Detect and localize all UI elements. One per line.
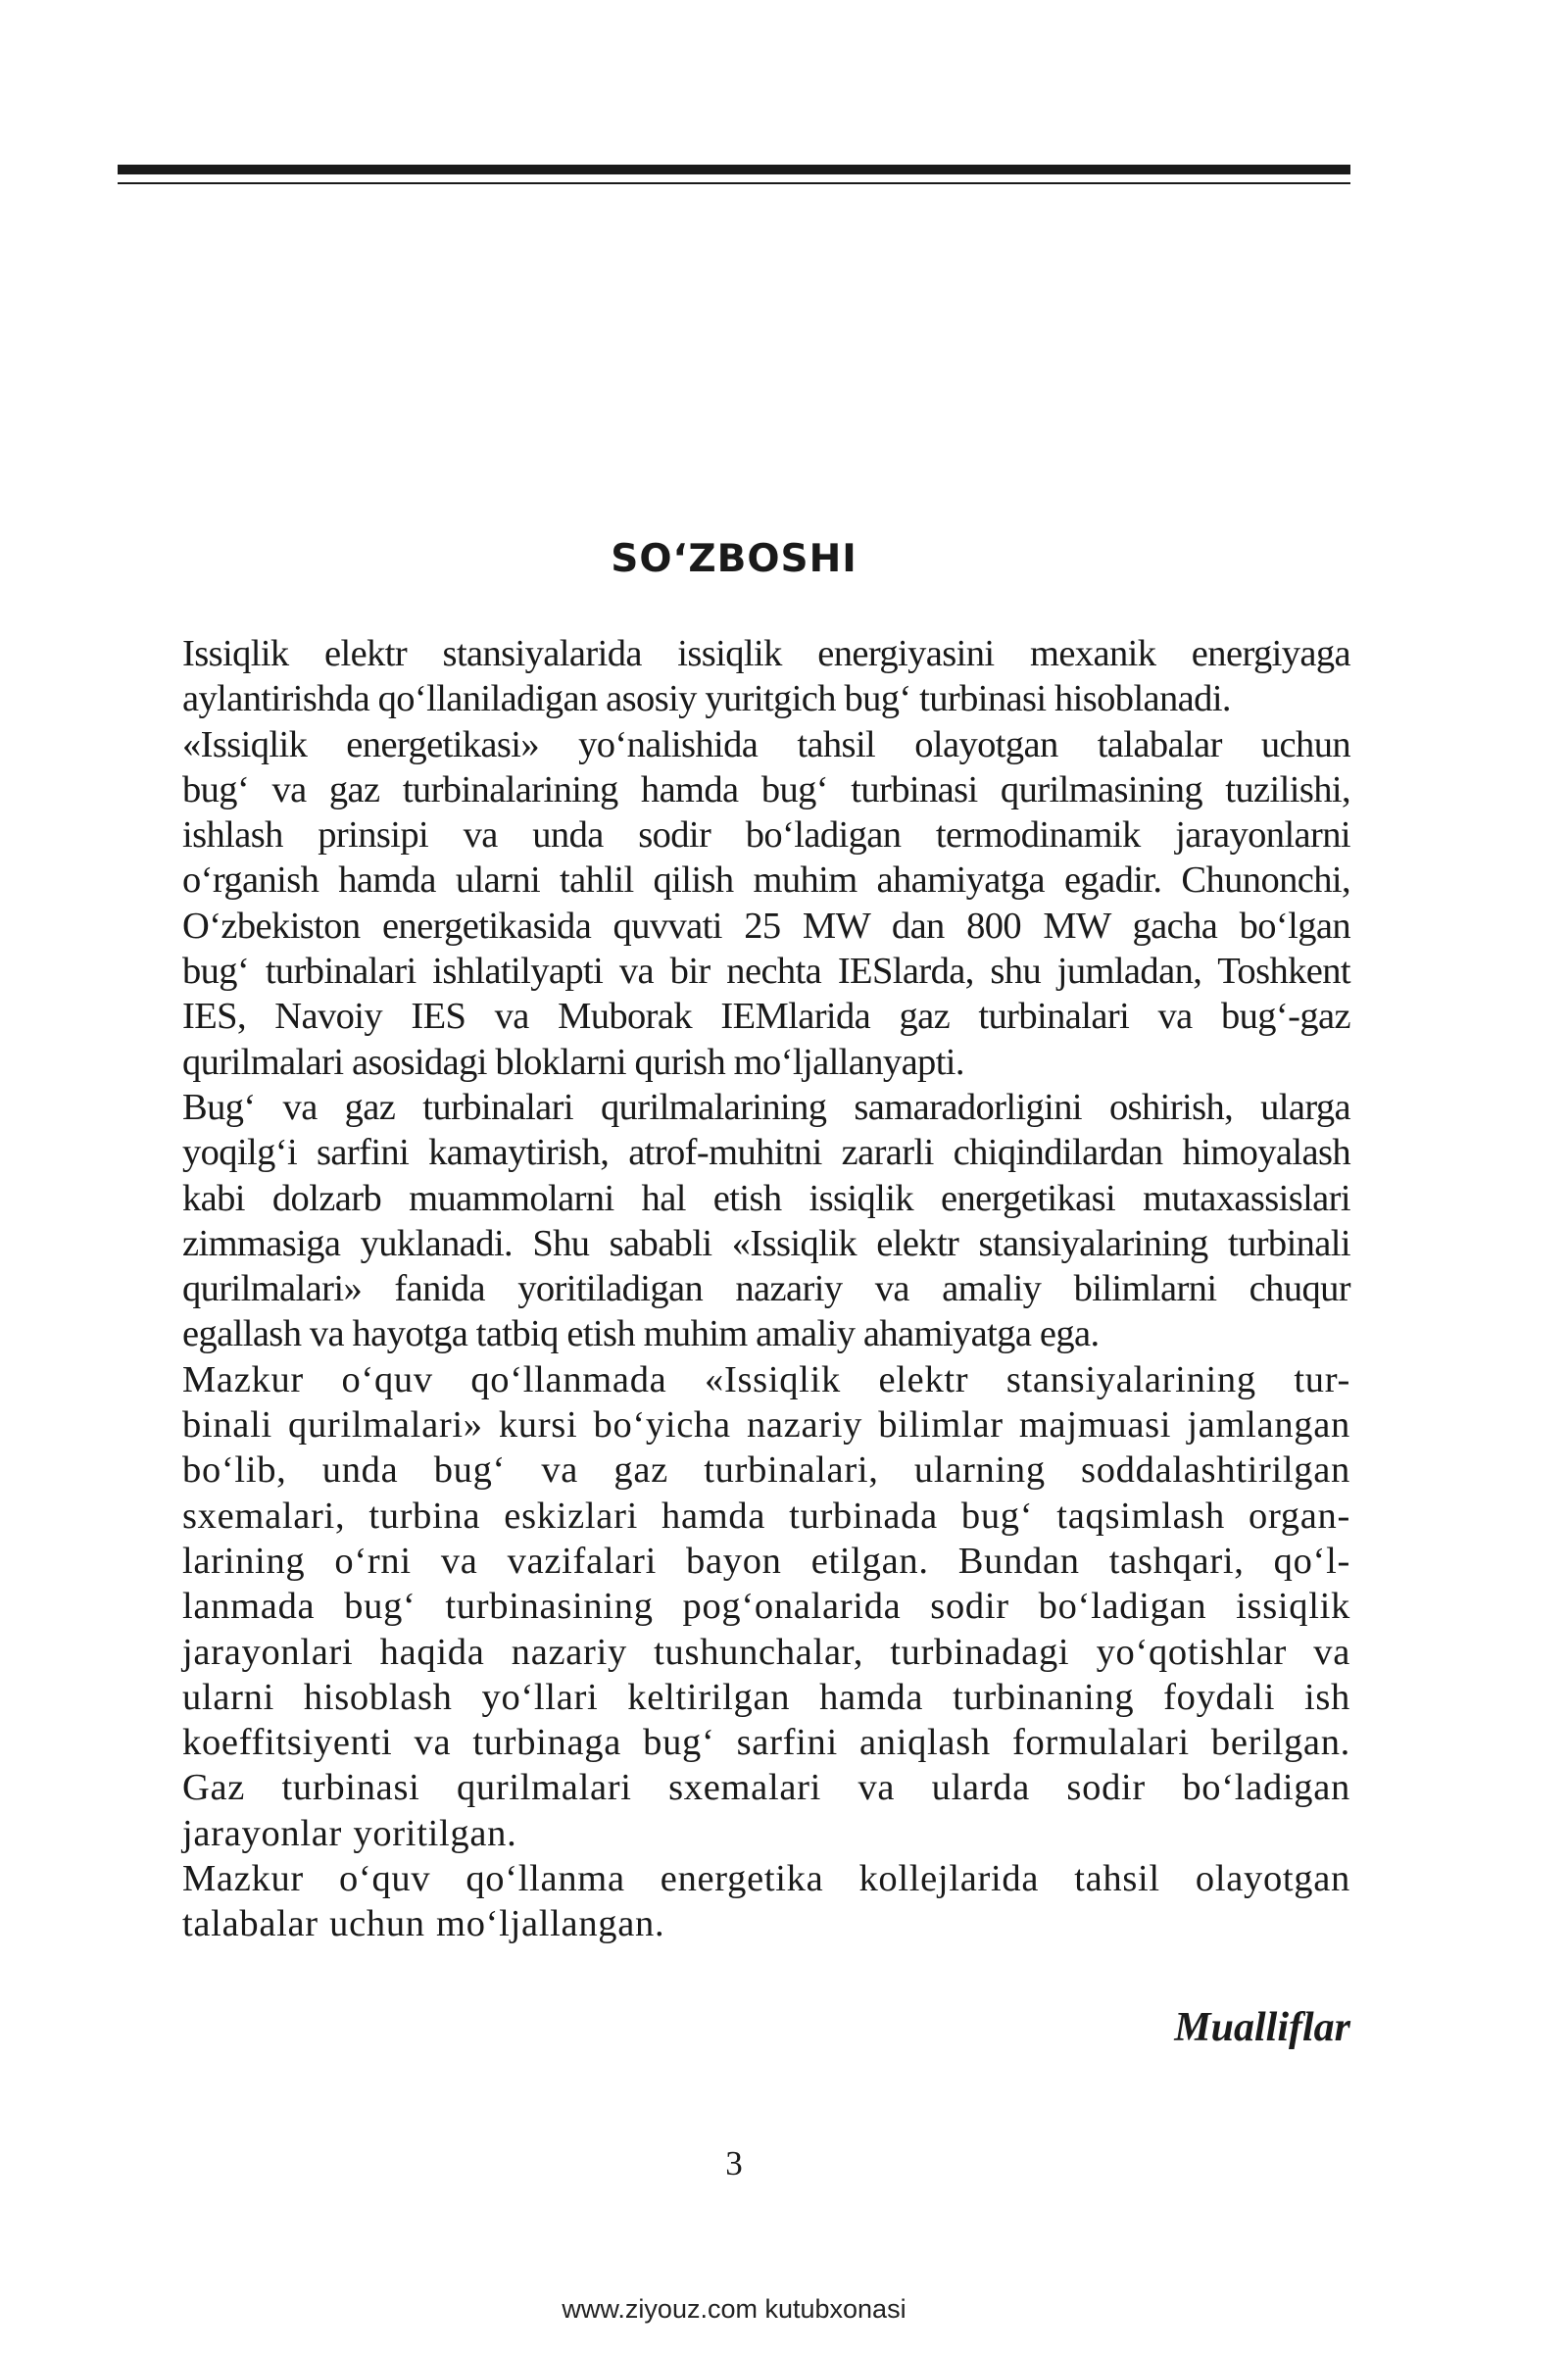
paragraph-line: talabalar uchun mo‘ljallangan.	[182, 1903, 665, 1945]
header-rule-thin	[118, 182, 1350, 184]
paragraph-line: lanmada bug‘ turbinasining pog‘onalarida sodir bo‘ladigan issiqlik	[182, 1586, 1350, 1628]
paragraph-line: yoqilg‘i sarfini kamaytirish, atrof-muhitni zararli chiqindilardan himoyalash	[182, 1132, 1350, 1174]
paragraph-line: ularni hisoblash yo‘llari keltirilgan hamda turbinaning foydali ish	[182, 1676, 1350, 1718]
body-text	[118, 631, 1350, 1947]
paragraph-line: Bug‘ va gaz turbinalari qurilmalarining samaradorligini oshirish, ularga	[182, 1086, 1350, 1128]
paragraph-line: kabi dolzarb muammolarni hal etish issiqlik energetikasi mutaxassislari	[182, 1177, 1350, 1219]
paragraph-line: koeffitsiyenti va turbinaga bug‘ sarfini aniqlash formulalari berilgan.	[182, 1722, 1350, 1764]
paragraph-line: aylantirishda qo‘llaniladigan asosiy yuritgich bug‘ turbinasi hisoblanadi.	[182, 678, 1231, 720]
paragraph-line: Mazkur o‘quv qo‘llanma energetika kollejlarida tahsil olayotgan	[182, 1858, 1350, 1900]
page-number: 3	[725, 2144, 743, 2182]
signature: Mualliflar	[1174, 2005, 1350, 2050]
paragraph-line: zimmasiga yuklanadi. Shu sababli «Issiqlik elektr stansiyalarining turbinali	[182, 1222, 1350, 1264]
paragraph-line: Mazkur o‘quv qo‘llanmada «Issiqlik elektr stansiyalarining tur-	[182, 1358, 1350, 1400]
paragraph-line: sxemalari, turbina eskizlari hamda turbinada bug‘ taqsimlash organ-	[182, 1495, 1350, 1537]
paragraph-line: binali qurilmalari» kursi bo‘yicha nazariy bilimlar majmuasi jamlangan	[182, 1404, 1350, 1447]
paragraph-line: qurilmalari asosidagi bloklarni qurish mo‘ljallanyapti.	[182, 1041, 964, 1083]
paragraph-4	[118, 1357, 1350, 1856]
paragraph-line: qurilmalari» fanida yoritiladigan nazariy va amaliy bilimlarni chuqur	[182, 1268, 1350, 1310]
paragraph-line: o‘rganish hamda ularni tahlil qilish muhim ahamiyatga egadir. Chunonchi,	[182, 859, 1350, 902]
paragraph-line: IES, Navoiy IES va Muborak IEMlarida gaz turbinalari va bug‘-gaz	[182, 996, 1350, 1038]
paragraph-line: bug‘ turbinalari ishlatilyapti va bir nechta IESlarda, shu jumladan, Toshkent	[182, 951, 1350, 993]
paragraph-line: O‘zbekiston energetikasida quvvati 25 MW dan 800 MW gacha bo‘lgan	[182, 905, 1350, 947]
paragraph-line: Gaz turbinasi qurilmalari sxemalari va ularda sodir bo‘ladigan	[182, 1767, 1350, 1809]
paragraph-3	[118, 1085, 1350, 1357]
paragraph-line: Issiqlik elektr stansiyalarida issiqlik energiyasini mexanik energiyaga	[182, 633, 1350, 674]
paragraph-line: larining o‘rni va vazifalari bayon etilgan. Bundan tashqari, qo‘l-	[182, 1540, 1350, 1582]
paragraph-line: bug‘ va gaz turbinalarining hamda bug‘ turbinasi qurilmasining tuzilishi,	[182, 768, 1350, 810]
header-rule-thick	[118, 165, 1350, 174]
paragraph-2	[118, 722, 1350, 1085]
paragraph-line: jarayonlar yoritilgan.	[182, 1812, 517, 1854]
paragraph-line: ishlash prinsipi va unda sodir bo‘ladigan termodinamik jarayonlarni	[182, 814, 1350, 857]
paragraph-line: egallash va hayotga tatbiq etish muhim amaliy ahamiyatga ega.	[182, 1313, 1100, 1355]
paragraph-line: jarayonlari haqida nazariy tushunchalar, turbinadagi yo‘qotishlar va	[182, 1631, 1350, 1673]
paragraph-line: «Issiqlik energetikasi» yo‘nalishida tahsil olayotgan talabalar uchun	[182, 723, 1350, 765]
page-heading: SO‘ZBOSHI	[611, 537, 858, 581]
paragraph-1	[118, 631, 1350, 722]
paragraph-5	[118, 1856, 1350, 1947]
footer-source: www.ziyouz.com kutubxonasi	[562, 2294, 906, 2324]
paragraph-line: bo‘lib, unda bug‘ va gaz turbinalari, ularning soddalashtirilgan	[182, 1449, 1350, 1492]
